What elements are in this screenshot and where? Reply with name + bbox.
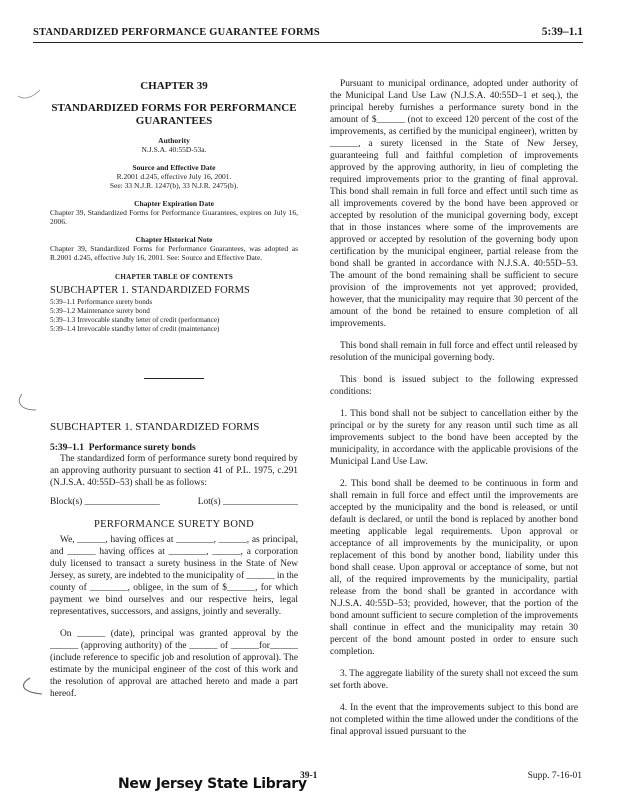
toc-item[interactable]: 5:39–1.2 Maintenance surety bond <box>50 306 150 315</box>
toc-item[interactable]: 5:39–1.1 Performance surety bonds <box>50 297 153 306</box>
source-text: R.2001 d.245, effective July 16, 2001. <box>116 171 232 181</box>
condition-item: 3. The aggregate liability of the surety shall not exceed the sum set forth above. <box>330 669 578 691</box>
section-heading <box>50 443 298 453</box>
header-rule <box>33 42 583 43</box>
section-number: 5:39–1.1 <box>50 442 85 453</box>
expiration-heading: Chapter Expiration Date <box>134 198 214 208</box>
bond-paragraph: We, ______, having offices at ________, ______, as principal, and ______ having offices at ________, ______, a corporation duly licensed to transact a surety business in the State of New Jersey, as surety, are indebted to the municipality of ______ in the county of ________, obligee, in the sum of $______, for which payment we bind ourselves and our respective heirs, legal representatives, successors, and assigns, jointly and severally. <box>50 534 298 617</box>
toc-item[interactable]: 5:39–1.3 Irrevocable standby letter of credit (performance) <box>50 315 220 324</box>
source-heading: Source and Effective Date <box>132 162 216 172</box>
bond-heading: PERFORMANCE SURETY BOND <box>94 518 254 530</box>
supplement-date: Supp. 7-16-01 <box>527 771 582 781</box>
section-name: Performance surety bonds <box>88 442 196 453</box>
body-paragraph: This bond shall remain in full force and effect until released by resolution of the municipal governing body. <box>330 341 578 363</box>
right-column <box>330 78 578 738</box>
authority-heading: Authority <box>158 136 190 145</box>
body-paragraph: This bond is issued subject to the following expressed conditions: <box>330 375 578 397</box>
chapter-title: STANDARDIZED FORMS FOR PERFORMANCE GUARANTEES <box>51 102 297 127</box>
toc-heading: CHAPTER TABLE OF CONTENTS <box>114 272 234 281</box>
condition-item: 2. This bond shall be deemed to be continuous in form and shall remain in full force and effect until the improvements are accepted by the municipality and the bond is released, or until default is declared, or until the bond is replaced by another bond meeting applicable legal requirements. Upon approval or acceptance of all improvements by the municipality, or upon replacement of this bond by another bond, liability under this bond shall cease. Upon approval or acceptance of some, but not all, of the required improvements by the municipality, partial release from the bond shall be granted in accordance with N.J.S.A. 40:55D–53; provided, however, that the portion of the bond amount sufficient to secure completion of the improvements shall continue in effect and the municipality may retain 30 percent of the bond amount posted in order to ensure such completion. <box>330 479 578 657</box>
running-header-title: STANDARDIZED PERFORMANCE GUARANTEE FORMS <box>33 27 320 38</box>
condition-item: 1. This bond shall not be subject to cancellation either by the principal or by the surety for any reason until such time as all improvements subject to the bond have been accepted by the municipality, in accordance with the applicable provisions of the Municipal Land Use Law. <box>330 409 578 467</box>
subchapter-heading: SUBCHAPTER 1. STANDARDIZED FORMS <box>50 420 260 433</box>
lot-field: Lot(s) ________________ <box>197 496 298 507</box>
scan-mark <box>14 78 44 102</box>
toc-list <box>50 298 298 334</box>
historical-text: Chapter 39, Standardized Forms for Performance Guarantees, was adopted as R.2001 d.245, effective July 16, 2001. See: Source and Effective Date. <box>50 243 298 262</box>
toc-subchapter: SUBCHAPTER 1. STANDARDIZED FORMS <box>50 284 250 296</box>
chapter-number: CHAPTER 39 <box>140 80 208 92</box>
expiration-text: Chapter 39, Standardized Forms for Performance Guarantees, expires on July 16, 2006. <box>50 207 298 226</box>
bond-paragraph: On ______ (date), principal was granted approval by the ______ (approving authority) of the ______ of ______for______ (include reference to specific job and resolution of approval). The estimate by the municipal engineer of the cost of this work and the resolution of approval are attached hereto and made a part hereof. <box>50 628 298 699</box>
authority-text: N.J.S.A. 40:55D-53a. <box>141 145 207 154</box>
scan-mark <box>14 676 44 700</box>
toc-item[interactable]: 5:39–1.4 Irrevocable standby letter of credit (maintenance) <box>50 324 220 333</box>
section-intro: The standardized form of performance surety bond required by an approving authority pursuant to section 41 of P.L. 1975, c.291 (N.J.S.A. 40:55D–53) shall be as follows: <box>50 453 298 488</box>
page-number: 39-1 <box>300 771 318 781</box>
condition-item: 4. In the event that the improvements subject to this bond are not completed within the time allowed under the conditions of the final approval issued pursuant to the <box>330 703 578 737</box>
source-text: See: 33 N.J.R. 1247(b), 33 N.J.R. 2475(b). <box>109 181 239 190</box>
running-header-section: 5:39–1.1 <box>541 26 583 38</box>
historical-heading: Chapter Historical Note <box>135 234 213 244</box>
library-stamp: New Jersey State Library <box>118 776 307 792</box>
body-paragraph: Pursuant to municipal ordinance, adopted under authority of the Municipal Land Use Law (N.J.S.A. 40:55D–1 et seq.), the principal hereby furnishes a performance surety bond in the amount of $______ (not to exceed 120 percent of the cost of the improvements, as certified by the municipal engineer), written by ______, a surety licensed in the State of New Jersey, guaranteeing full and faithful completion of improvements approved by the approving authority, in lieu of completing the required improvements prior to the granting of final approval. This bond shall remain in full force and effect until such time as all improvements covered by the bond have been approved or accepted by resolution of the municipal governing body, except that in those instances where some of the improvements are approved or accepted by resolution of the governing body upon certification by the municipal engineer, partial release from the bond shall be granted in accordance with N.J.S.A. 40:55D–53. The amount of the bond remaining shall be sufficient to secure provision of the improvements not yet approved; provided, however, that the municipality may require that 30 percent of the amount of the bond be retained to ensure completion of all improvements. <box>330 79 578 329</box>
left-column <box>50 78 298 700</box>
block-field: Block(s) ________________ <box>50 496 160 507</box>
section-divider <box>144 378 204 379</box>
block-lot-line <box>50 497 298 507</box>
scan-mark <box>14 392 44 416</box>
